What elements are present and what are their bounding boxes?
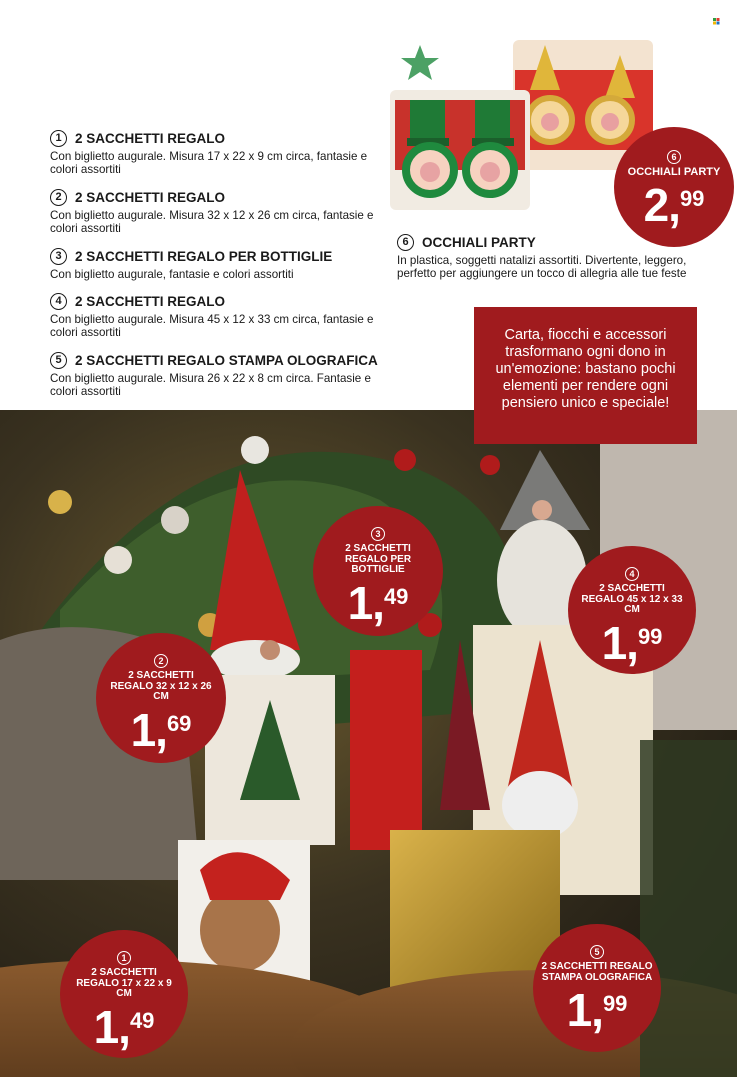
item-description: Con biglietto augurale. Misura 32 x 12 x 26 cm circa, fantasie e colori assortiti	[50, 209, 374, 235]
item-title: 2 SACCHETTI REGALO	[75, 130, 226, 146]
product-item-1	[50, 128, 380, 176]
item-number: 4	[50, 293, 67, 310]
item-title: 2 SACCHETTI REGALO PER BOTTIGLIE	[75, 248, 333, 264]
price-integer: 1	[566, 984, 592, 1036]
price-product-name: 2 SACCHETTI REGALO 45 x 12 x 33 CM	[581, 583, 683, 615]
price-badge-4: 4 2 SACCHETTI REGALO 45 x 12 x 33 CM 1,99	[568, 546, 696, 674]
price-integer: 1	[347, 576, 373, 629]
price-decimals: 49	[129, 1007, 155, 1033]
product-item-3	[50, 246, 380, 281]
product-item-5	[50, 350, 380, 398]
item-title: 2 SACCHETTI REGALO	[75, 189, 226, 205]
item-description: Con biglietto augurale. Misura 17 x 22 x 9 cm circa, fantasie e colori assortiti	[50, 150, 368, 176]
brand-mark-icon	[713, 18, 723, 26]
price-decimals: 99	[602, 991, 628, 1016]
price-product-name: 2 SACCHETTI REGALO STAMPA OLOGRAFICA	[541, 961, 653, 983]
item-title: OCCHIALI PARTY	[422, 234, 536, 250]
item-description: Con biglietto augurale, fantasie e colori assortiti	[50, 268, 294, 281]
product-item-2	[50, 187, 380, 235]
price-badge-3: 3 2 SACCHETTI REGALO PER BOTTIGLIE 1,49	[313, 506, 443, 636]
price-integer: 2	[643, 178, 669, 231]
price-product-name: 2 SACCHETTI REGALO 17 x 22 x 9 CM	[76, 967, 172, 999]
item-description: Con biglietto augurale. Misura 45 x 12 x 33 cm circa, fantasie e colori assortiti	[50, 313, 374, 339]
price-number: 4	[625, 567, 639, 581]
promo-message: Carta, fiocchi e accessori trasformano ogni dono in un'emozione: bastano pochi elementi per rendere ogni pensiero unico e speciale!	[474, 307, 697, 444]
price-number: 3	[371, 527, 385, 541]
price-badge-1: 1 2 SACCHETTI REGALO 17 x 22 x 9 CM 1,49	[60, 930, 188, 1058]
price-decimals: 49	[383, 583, 409, 609]
price-product-name: OCCHIALI PARTY	[627, 166, 721, 178]
item-number: 1	[50, 130, 67, 147]
item-title: 2 SACCHETTI REGALO	[75, 293, 226, 309]
price-decimals: 99	[679, 185, 705, 211]
price-product-name: 2 SACCHETTI REGALO PER BOTTIGLIE	[344, 543, 412, 575]
price-decimals: 99	[637, 623, 663, 649]
price-integer: 1	[93, 1000, 119, 1053]
price-badge-5: 5 2 SACCHETTI REGALO STAMPA OLOGRAFICA 1,99	[533, 924, 661, 1052]
price-product-name: 2 SACCHETTI REGALO 32 x 12 x 26 CM	[110, 670, 212, 702]
price-badge-6: 6 OCCHIALI PARTY 2,99	[614, 127, 734, 247]
item-title: 2 SACCHETTI REGALO STAMPA OLOGRAFICA	[75, 352, 378, 368]
item-number: 2	[50, 189, 67, 206]
price-decimals: 69	[166, 710, 192, 736]
item-description: Con biglietto augurale. Misura 26 x 22 x 8 cm circa. Fantasie e colori assortiti	[50, 372, 371, 398]
price-number: 5	[590, 945, 604, 959]
price-number: 1	[117, 951, 131, 965]
price-number: 2	[154, 654, 168, 668]
product-item-4	[50, 291, 380, 339]
item-number: 6	[397, 234, 414, 251]
item-description: In plastica, soggetti natalizi assortiti. Divertente, leggero, perfetto per aggiungere un tocco di allegria alle tue feste	[397, 254, 687, 280]
price-integer: 1	[601, 616, 627, 669]
price-integer: 1	[130, 703, 156, 756]
price-badge-2: 2 2 SACCHETTI REGALO 32 x 12 x 26 CM 1,69	[96, 633, 226, 763]
price-number: 6	[667, 150, 681, 164]
item-number: 5	[50, 352, 67, 369]
item-number: 3	[50, 248, 67, 265]
